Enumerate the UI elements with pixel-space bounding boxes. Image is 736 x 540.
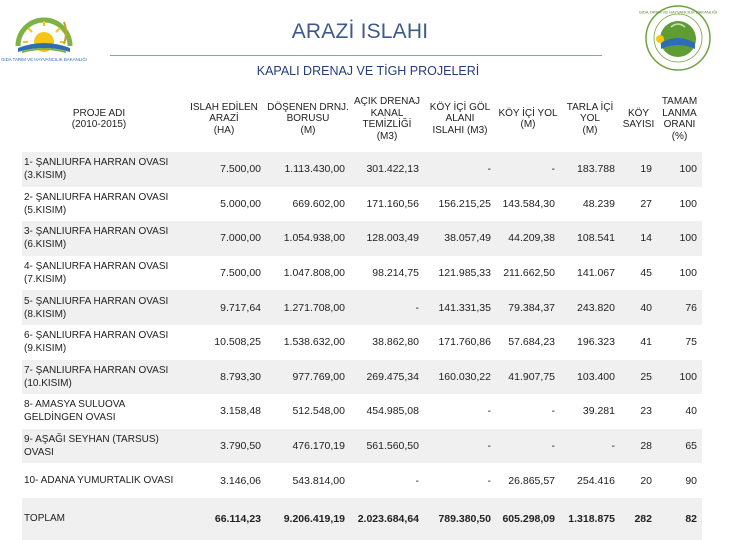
table-row xyxy=(22,290,702,325)
page-subtitle: KAPALI DRENAJ VE TİGH PROJELERİ xyxy=(256,64,480,78)
cell-canal: 269.475,34 xyxy=(350,360,424,395)
cell-pipe: 512.548,00 xyxy=(266,394,350,429)
cell-completion: 100 xyxy=(657,152,702,187)
cell-field-road: 243.820 xyxy=(560,290,620,325)
header-completion: TAMAM LANMA ORANI (%) xyxy=(661,96,698,142)
cell-area: 3.146,06 xyxy=(182,463,266,498)
project-name: 10- ADANA YUMURTALIK OVASI xyxy=(22,463,182,498)
project-name: 4- ŞANLIURFA HARRAN OVASI (7.KISIM) xyxy=(22,256,182,291)
cell-road: 79.384,37 xyxy=(496,290,560,325)
cell-completion: 90 xyxy=(657,463,702,498)
cell-canal: 454.985,08 xyxy=(350,394,424,429)
table-row xyxy=(22,429,702,464)
cell-area: 10.508,25 xyxy=(182,325,266,360)
table-row xyxy=(22,463,702,498)
title-divider xyxy=(110,55,602,56)
total-completion: 82 xyxy=(657,498,702,540)
cell-completion: 100 xyxy=(657,221,702,256)
total-field-road: 1.318.875 xyxy=(560,498,620,540)
table-row xyxy=(22,360,702,395)
cell-road: 57.684,23 xyxy=(496,325,560,360)
cell-completion: 75 xyxy=(657,325,702,360)
projects-table xyxy=(22,86,702,540)
cell-pipe: 1.047.808,00 xyxy=(266,256,350,291)
cell-pipe: 1.113.430,00 xyxy=(266,152,350,187)
table-row xyxy=(22,394,702,429)
cell-pipe: 669.602,00 xyxy=(266,187,350,222)
cell-canal: - xyxy=(350,463,424,498)
cell-road: - xyxy=(496,429,560,464)
cell-area: 7.500,00 xyxy=(182,256,266,291)
cell-area: 3.790,50 xyxy=(182,429,266,464)
page-title: ARAZİ ISLAHI xyxy=(291,20,429,43)
project-name: 3- ŞANLIURFA HARRAN OVASI (6.KISIM) xyxy=(22,221,182,256)
cell-pond: - xyxy=(424,394,496,429)
total-canal: 2.023.684,64 xyxy=(350,498,424,540)
cell-field-road: 39.281 xyxy=(560,394,620,429)
cell-villages: 27 xyxy=(620,187,657,222)
cell-field-road: 103.400 xyxy=(560,360,620,395)
header-road: KÖY İÇİ YOL (M) xyxy=(498,107,558,130)
cell-completion: 100 xyxy=(657,360,702,395)
cell-villages: 20 xyxy=(620,463,657,498)
cell-villages: 14 xyxy=(620,221,657,256)
cell-canal: 561.560,50 xyxy=(350,429,424,464)
table-row xyxy=(22,221,702,256)
total-villages: 282 xyxy=(620,498,657,540)
cell-pond: 141.331,35 xyxy=(424,290,496,325)
header-pipe: DÖŞENEN DRNJ. BORUSU (M) xyxy=(267,101,349,136)
cell-pond: - xyxy=(424,463,496,498)
total-pond: 789.380,50 xyxy=(424,498,496,540)
cell-completion: 40 xyxy=(657,394,702,429)
cell-field-road: 108.541 xyxy=(560,221,620,256)
cell-area: 3.158,48 xyxy=(182,394,266,429)
cell-pipe: 1.054.938,00 xyxy=(266,221,350,256)
cell-road: - xyxy=(496,152,560,187)
cell-pond: 121.985,33 xyxy=(424,256,496,291)
total-area: 66.114,23 xyxy=(182,498,266,540)
cell-road: 41.907,75 xyxy=(496,360,560,395)
cell-canal: 128.003,49 xyxy=(350,221,424,256)
cell-villages: 25 xyxy=(620,360,657,395)
cell-canal: 38.862,80 xyxy=(350,325,424,360)
cell-pipe: 543.814,00 xyxy=(266,463,350,498)
header-pond: KÖY İÇİ GÖL ALANI ISLAHI (M3) xyxy=(429,101,491,136)
cell-villages: 23 xyxy=(620,394,657,429)
cell-canal: 301.422,13 xyxy=(350,152,424,187)
cell-field-road: 183.788 xyxy=(560,152,620,187)
project-name: 7- ŞANLIURFA HARRAN OVASI (10.KISIM) xyxy=(22,360,182,395)
cell-completion: 65 xyxy=(657,429,702,464)
header-area: ISLAH EDİLEN ARAZİ (HA) xyxy=(190,101,258,136)
cell-completion: 100 xyxy=(657,187,702,222)
header-canal: AÇIK DRENAJ KANAL TEMİZLİĞİ (M3) xyxy=(353,96,421,142)
table-header-row xyxy=(22,86,702,152)
cell-road: 44.209,38 xyxy=(496,221,560,256)
cell-villages: 19 xyxy=(620,152,657,187)
cell-completion: 100 xyxy=(657,256,702,291)
project-name: 5- ŞANLIURFA HARRAN OVASI (8.KISIM) xyxy=(22,290,182,325)
cell-pipe: 476.170,19 xyxy=(266,429,350,464)
cell-field-road: 48.239 xyxy=(560,187,620,222)
project-name: 6- ŞANLIURFA HARRAN OVASI (9.KISIM) xyxy=(22,325,182,360)
cell-area: 8.793,30 xyxy=(182,360,266,395)
svg-text:GIDA TARIM VE HAYVANCILIK BAKA: GIDA TARIM VE HAYVANCILIK BAKANLIĞI xyxy=(0,57,88,62)
table-row xyxy=(22,152,702,187)
cell-pipe: 1.538.632,00 xyxy=(266,325,350,360)
svg-text:GIDA TARIM VE HAYVANCILIK BAKA: GIDA TARIM VE HAYVANCILIK BAKANLIĞI xyxy=(638,9,718,15)
cell-canal: 98.214,75 xyxy=(350,256,424,291)
cell-area: 5.000,00 xyxy=(182,187,266,222)
cell-field-road: 254.416 xyxy=(560,463,620,498)
cell-road: 211.662,50 xyxy=(496,256,560,291)
total-road: 605.298,09 xyxy=(496,498,560,540)
table-row xyxy=(22,325,702,360)
cell-canal: 171.160,56 xyxy=(350,187,424,222)
cell-pipe: 977.769,00 xyxy=(266,360,350,395)
project-name: 8- AMASYA SULUOVA GELDİNGEN OVASI xyxy=(22,394,182,429)
cell-villages: 41 xyxy=(620,325,657,360)
cell-road: 143.584,30 xyxy=(496,187,560,222)
cell-field-road: - xyxy=(560,429,620,464)
header-field-road: TARLA İÇİ YOL (M) xyxy=(566,101,614,136)
cell-villages: 45 xyxy=(620,256,657,291)
cell-road: - xyxy=(496,394,560,429)
table-row xyxy=(22,187,702,222)
cell-field-road: 141.067 xyxy=(560,256,620,291)
cell-area: 7.000,00 xyxy=(182,221,266,256)
cell-pond: 171.760,86 xyxy=(424,325,496,360)
total-label: TOPLAM xyxy=(22,498,182,540)
project-name: 2- ŞANLIURFA HARRAN OVASI (5.KISIM) xyxy=(22,187,182,222)
cell-pipe: 1.271.708,00 xyxy=(266,290,350,325)
cell-villages: 28 xyxy=(620,429,657,464)
cell-pond: 160.030,22 xyxy=(424,360,496,395)
cell-area: 9.717,64 xyxy=(182,290,266,325)
project-name: 1- ŞANLIURFA HARRAN OVASI (3.KISIM) xyxy=(22,152,182,187)
total-pipe: 9.206.419,19 xyxy=(266,498,350,540)
project-name: 9- AŞAĞI SEYHAN (TARSUS) OVASI xyxy=(22,429,182,464)
cell-villages: 40 xyxy=(620,290,657,325)
cell-road: 26.865,57 xyxy=(496,463,560,498)
cell-field-road: 196.323 xyxy=(560,325,620,360)
table-row xyxy=(22,256,702,291)
cell-pond: - xyxy=(424,429,496,464)
cell-canal: - xyxy=(350,290,424,325)
header-villages: KÖY SAYISI xyxy=(622,107,655,130)
cell-area: 7.500,00 xyxy=(182,152,266,187)
cell-pond: 156.215,25 xyxy=(424,187,496,222)
cell-pond: 38.057,49 xyxy=(424,221,496,256)
cell-completion: 76 xyxy=(657,290,702,325)
total-row xyxy=(22,498,702,540)
cell-pond: - xyxy=(424,152,496,187)
header-project: PROJE ADI (2010-2015) xyxy=(71,107,127,130)
